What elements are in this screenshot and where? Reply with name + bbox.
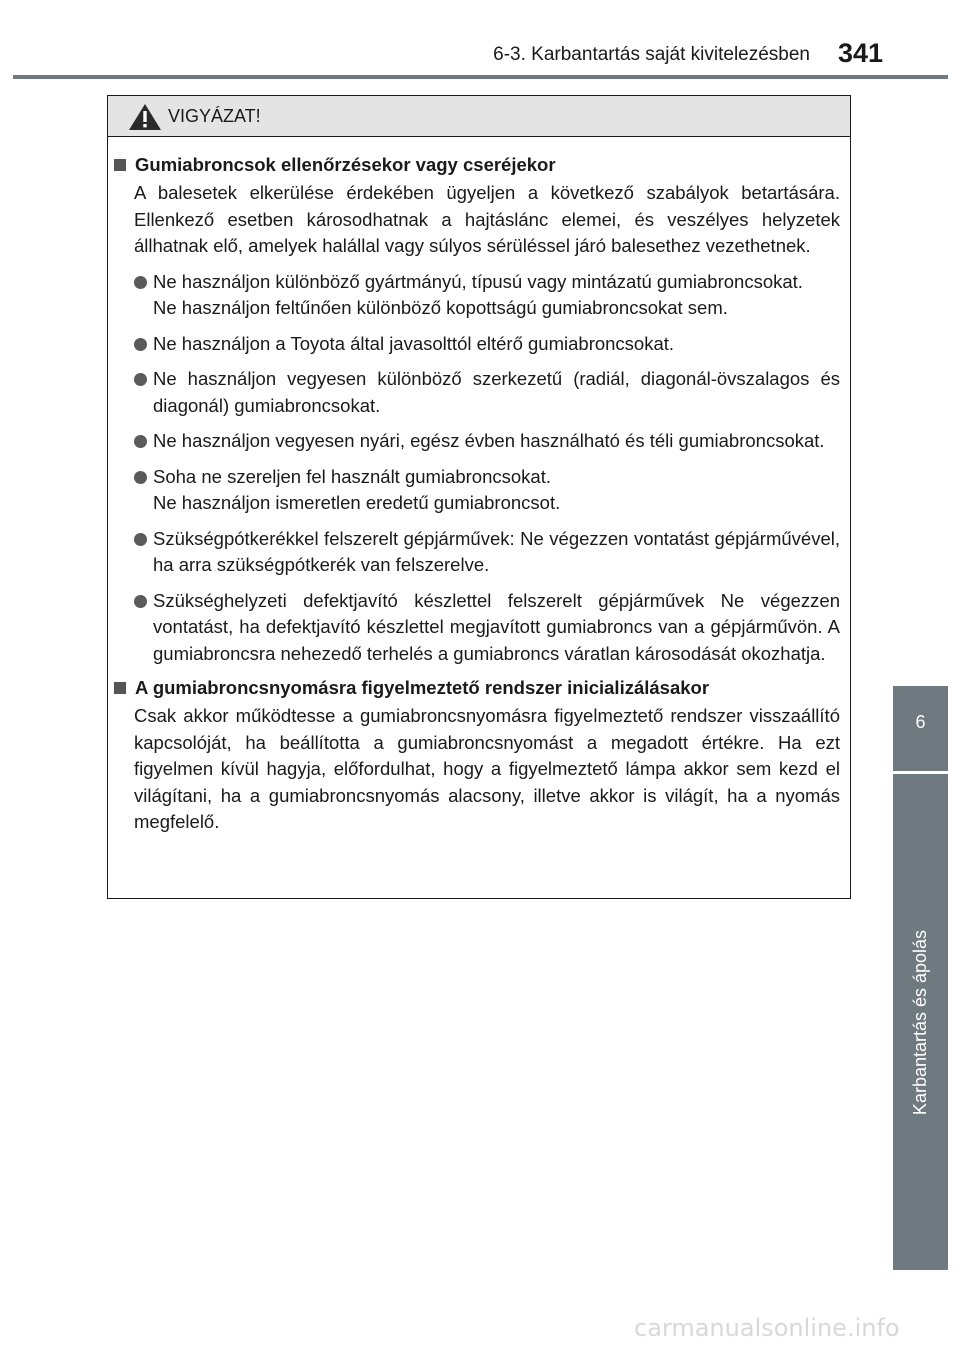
section-heading-text: A gumiabroncsnyomásra figyelmeztető rendszer inicializálásakor <box>135 677 710 698</box>
round-bullet-icon <box>134 338 147 351</box>
list-item-text: Soha ne szereljen fel használt gumiabroncsokat. <box>153 465 551 487</box>
list-item-text: Szükséghelyzeti defektjavító készlettel felszerelt gépjárművek Ne végezzen vontatást, ha defektjavító készlettel megjavított gumiabroncs van a gépjárművön. A gumiabroncsra nehezedő terhelés a gumiabroncs váratlan károsodását okozhatja. <box>153 589 840 664</box>
round-bullet-icon <box>134 435 147 448</box>
header-rule <box>13 75 948 79</box>
list-item <box>134 588 840 668</box>
list-item-text: Szükségpótkerékkel felszerelt gépjárművek: Ne végezzen vontatást gépjárművével, ha arra szükségpótkerék van felszerelve. <box>153 527 840 575</box>
round-bullet-icon <box>134 276 147 289</box>
section-heading-tire-check <box>114 152 840 178</box>
watermark: carmanualsonline.info <box>634 1314 900 1342</box>
list-item-text: Ne használjon vegyesen különböző szerkezetű (radiál, diagonál-övszalagos és diagonál) gumiabroncsokat. <box>153 368 840 416</box>
list-item-text: Ne használjon ismeretlen eredetű gumiabroncsot. <box>153 492 561 513</box>
list-item <box>134 464 840 517</box>
warning-triangle-icon <box>128 103 162 131</box>
caution-body <box>108 137 850 836</box>
chapter-tab-number: 6 <box>893 686 948 771</box>
list-item <box>134 269 840 322</box>
list-item <box>134 366 840 419</box>
caution-box <box>107 95 851 899</box>
square-bullet-icon <box>114 682 126 694</box>
list-item <box>134 331 840 358</box>
section-intro: Csak akkor működtesse a gumiabroncsnyomásra figyelmeztető rendszer visszaállító kapcsolóját, ha beállította a gumiabroncsnyomást a megadott értékre. Ha ezt figyelmen kívül hagyja, előfordulhat, hogy a figyelmeztető lámpa akkor sem kezd el világítani, ha a gumiabroncsnyomás alacsony, illetve akkor is világít, ha a nyomás megfelelő. <box>134 705 840 832</box>
chapter-tab-title: Karbantartás és ápolás <box>910 929 930 1115</box>
square-bullet-icon <box>114 159 126 171</box>
round-bullet-icon <box>134 471 147 484</box>
round-bullet-icon <box>134 373 147 386</box>
chapter-tab <box>893 774 948 1270</box>
list-item-text: Ne használjon vegyesen nyári, egész évben használható és téli gumiabroncsokat. <box>153 430 825 451</box>
round-bullet-icon <box>134 533 147 546</box>
section-heading-text: Gumiabroncsok ellenőrzésekor vagy cseréjekor <box>135 154 556 175</box>
list-item-text: Ne használjon a Toyota által javasolttól eltérő gumiabroncsokat. <box>153 332 675 354</box>
section-intro: A balesetek elkerülése érdekében ügyeljen a következő szabályok betartására. Ellenkező esetben károsodhatnak a hajtáslánc elemei, és veszélyes helyzetek állhatnak elő, amelyek halállal vagy súlyos sérüléssel járó balesethez vezethetnek. <box>134 182 840 256</box>
caution-label: VIGYÁZAT! <box>168 106 261 126</box>
round-bullet-icon <box>134 595 147 608</box>
list-item-text: Ne használjon feltűnően különböző kopottságú gumiabroncsokat sem. <box>153 297 728 318</box>
caution-header <box>108 96 850 137</box>
page-number: 341 <box>838 38 884 68</box>
list-item <box>134 428 840 455</box>
list-item-text: Ne használjon különböző gyártmányú, típusú vagy mintázatú gumiabroncsokat. <box>153 270 803 292</box>
section-heading-tpws-init <box>114 675 840 701</box>
list-item <box>134 526 840 579</box>
section-title: 6-3. Karbantartás saját kivitelezésben <box>493 44 810 65</box>
